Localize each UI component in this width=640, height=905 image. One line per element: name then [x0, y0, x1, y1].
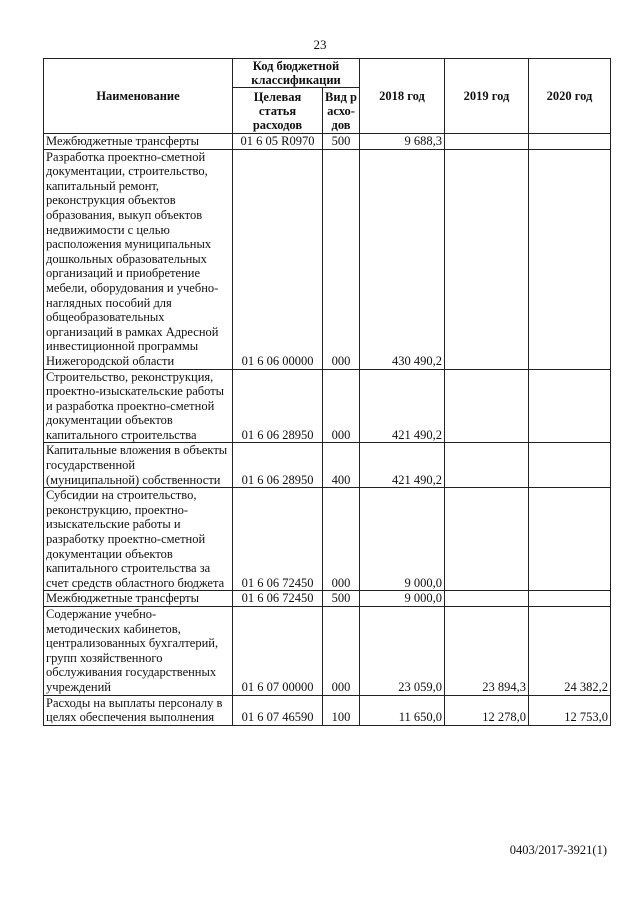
row-name: Содержание учебно-методических кабинетов, централизованных бухгалтерий, групп хозяйственного обслуживания государственных учреждений: [44, 607, 233, 696]
row-target-code: 01 6 05 R0970: [233, 134, 323, 150]
row-name: Строительство, реконструкция, проектно-изыскательские работы и разработка проектно-сметной документации объектов капитального строительства: [44, 369, 233, 443]
row-value-2020: [529, 443, 611, 488]
row-value-2019: [445, 443, 529, 488]
row-value-2019: [445, 149, 529, 369]
row-expense-type: 500: [323, 591, 360, 607]
header-2019: 2019 год: [445, 59, 529, 134]
row-target-code: 01 6 06 28950: [233, 369, 323, 443]
table-row: [44, 443, 611, 488]
row-value-2020: [529, 149, 611, 369]
row-value-2019: [445, 591, 529, 607]
row-expense-type: 500: [323, 134, 360, 150]
row-name: Межбюджетные трансферты: [44, 591, 233, 607]
row-value-2020: 24 382,2: [529, 607, 611, 696]
row-expense-type: 000: [323, 369, 360, 443]
table-row: [44, 488, 611, 591]
header-row-1: [44, 59, 611, 88]
row-value-2018: 9 000,0: [360, 591, 445, 607]
row-expense-type: 000: [323, 488, 360, 591]
row-name: Разработка проектно-сметной документации, строительство, капитальный ремонт, реконструкция объектов образования, выкуп объектов недвижимости с целью расположения муниципальных дошкольных образовательных организаций и приобретение мебели, оборудования и учебно-наглядных пособий для общеобразовательных организаций в рамках Адресной инвестиционной программы Нижегородской области: [44, 149, 233, 369]
row-value-2020: [529, 369, 611, 443]
header-2018: 2018 год: [360, 59, 445, 134]
row-value-2020: [529, 134, 611, 150]
row-name: Межбюджетные трансферты: [44, 134, 233, 150]
table-row: [44, 149, 611, 369]
row-target-code: 01 6 06 72450: [233, 488, 323, 591]
row-value-2019: [445, 134, 529, 150]
header-code-group: Код бюджетной классификации: [233, 59, 360, 88]
row-value-2018: 23 059,0: [360, 607, 445, 696]
row-target-code: 01 6 07 00000: [233, 607, 323, 696]
row-value-2018: 9 688,3: [360, 134, 445, 150]
row-target-code: 01 6 06 00000: [233, 149, 323, 369]
header-target-article: Целевая статья расходов: [233, 88, 323, 134]
row-name: Субсидии на строительство, реконструкцию, проектно-изыскательские работы и разработку проектно-сметной документации объектов капитального строительства за счет средств областного бюджета: [44, 488, 233, 591]
row-expense-type: 100: [323, 695, 360, 725]
budget-table: [43, 58, 611, 726]
table-row: [44, 134, 611, 150]
row-value-2018: 11 650,0: [360, 695, 445, 725]
row-value-2019: 12 278,0: [445, 695, 529, 725]
row-value-2018: 421 490,2: [360, 443, 445, 488]
row-target-code: 01 6 06 72450: [233, 591, 323, 607]
row-expense-type: 400: [323, 443, 360, 488]
table-row: [44, 591, 611, 607]
row-expense-type: 000: [323, 149, 360, 369]
row-target-code: 01 6 06 28950: [233, 443, 323, 488]
table-row: [44, 369, 611, 443]
row-value-2019: [445, 488, 529, 591]
row-name: Расходы на выплаты персоналу в целях обеспечения выполнения: [44, 695, 233, 725]
row-target-code: 01 6 07 46590: [233, 695, 323, 725]
header-2020: 2020 год: [529, 59, 611, 134]
header-expense-type: Вид расхо-дов: [323, 88, 360, 134]
header-name: Наименование: [44, 59, 233, 134]
row-name: Капитальные вложения в объекты государственной (муниципальной) собственности: [44, 443, 233, 488]
row-expense-type: 000: [323, 607, 360, 696]
row-value-2018: 430 490,2: [360, 149, 445, 369]
row-value-2019: 23 894,3: [445, 607, 529, 696]
document-code: 0403/2017-3921(1): [509, 843, 607, 857]
row-value-2018: 9 000,0: [360, 488, 445, 591]
page-number: 23: [313, 37, 327, 52]
row-value-2020: [529, 488, 611, 591]
table-row: [44, 607, 611, 696]
table-row: [44, 695, 611, 725]
row-value-2020: 12 753,0: [529, 695, 611, 725]
row-value-2018: 421 490,2: [360, 369, 445, 443]
row-value-2020: [529, 591, 611, 607]
row-value-2019: [445, 369, 529, 443]
